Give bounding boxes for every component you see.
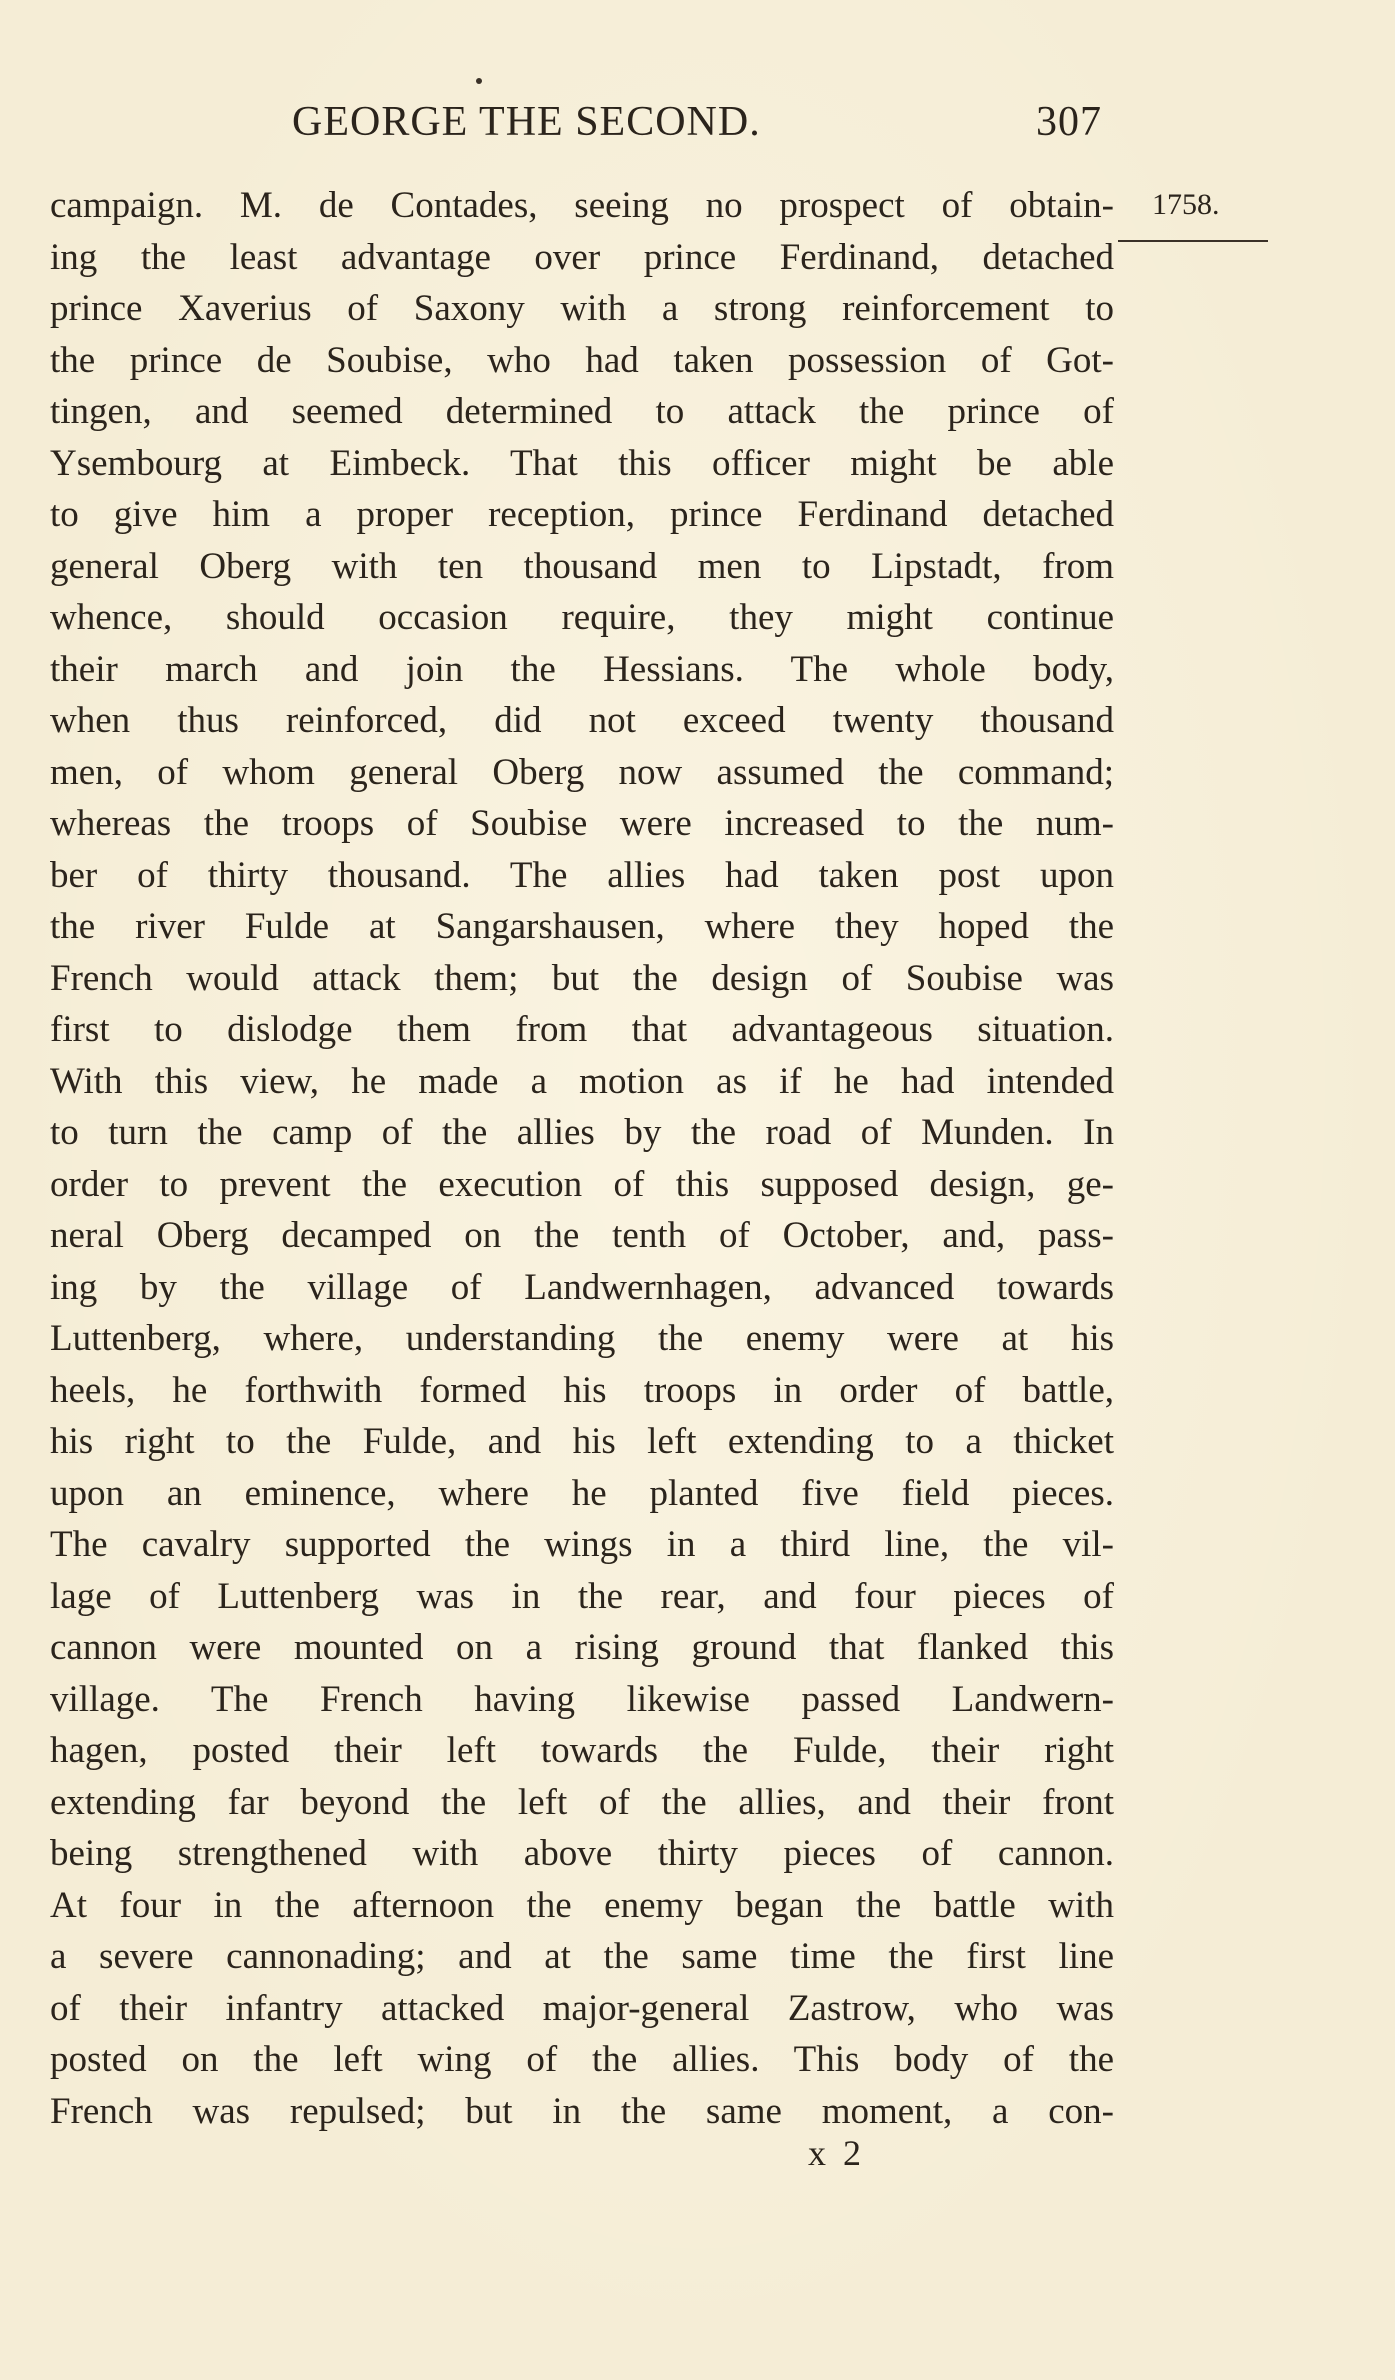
- text-line: a severe cannonading; and at the same time the first line: [50, 1936, 1114, 1977]
- text-line: French would attack them; but the design of Soubise was: [50, 957, 1114, 999]
- margin-rule: [1118, 240, 1268, 242]
- text-line: French was repulsed; but in the same moment, a con-: [50, 2090, 1114, 2132]
- text-line: being strengthened with above thirty pieces of cannon.: [50, 1833, 1114, 1874]
- text-line: heels, he forthwith formed his troops in order of battle,: [50, 1369, 1114, 1411]
- text-line: village. The French having likewise passed Landwern-: [50, 1678, 1114, 1720]
- text-line: whereas the troops of Soubise were increased to the num-: [50, 803, 1114, 844]
- text-line: With this view, he made a motion as if he had intended: [50, 1060, 1114, 1102]
- text-line: when thus reinforced, did not exceed twenty thousand: [50, 700, 1114, 741]
- text-line: order to prevent the execution of this supposed design, ge-: [50, 1163, 1114, 1205]
- text-line: Luttenberg, where, understanding the enemy were at his: [50, 1318, 1114, 1359]
- text-line: to give him a proper reception, prince Ferdinand detached: [50, 494, 1114, 535]
- running-title: GEORGE THE SECOND.: [292, 99, 761, 145]
- printer-dot: [476, 78, 482, 84]
- text-line: whence, should occasion require, they might continue: [50, 597, 1114, 638]
- text-line: lage of Luttenberg was in the rear, and four pieces of: [50, 1575, 1114, 1617]
- text-line: campaign. M. de Contades, seeing no prospect of obtain-: [50, 185, 1114, 226]
- text-line: of their infantry attacked major-general Zastrow, who was: [50, 1987, 1114, 2029]
- text-line: extending far beyond the left of the allies, and their front: [50, 1781, 1114, 1823]
- text-line: first to dislodge them from that advantageous situation.: [50, 1009, 1114, 1050]
- text-line: The cavalry supported the wings in a third line, the vil-: [50, 1524, 1114, 1565]
- text-line: tingen, and seemed determined to attack the prince of: [50, 391, 1114, 432]
- text-line: ing by the village of Landwernhagen, advanced towards: [50, 1266, 1114, 1308]
- text-line: men, of whom general Oberg now assumed the command;: [50, 751, 1114, 793]
- text-line: cannon were mounted on a rising ground that flanked this: [50, 1627, 1114, 1668]
- text-line: prince Xaverius of Saxony with a strong reinforcement to: [50, 288, 1114, 329]
- text-line: ber of thirty thousand. The allies had taken post upon: [50, 854, 1114, 896]
- text-line: general Oberg with ten thousand men to Lipstadt, from: [50, 545, 1114, 587]
- body-text: [50, 180, 1114, 2137]
- text-line: upon an eminence, where he planted five field pieces.: [50, 1472, 1114, 1514]
- page-number: 307: [1036, 99, 1102, 145]
- text-line: At four in the afternoon the enemy began the battle with: [50, 1884, 1114, 1926]
- text-line: to turn the camp of the allies by the road of Munden. In: [50, 1112, 1114, 1153]
- text-line: Ysembourg at Eimbeck. That this officer might be able: [50, 442, 1114, 484]
- signature-mark: x 2: [808, 2133, 865, 2173]
- text-line: their march and join the Hessians. The whole body,: [50, 648, 1114, 690]
- text-line: hagen, posted their left towards the Fulde, their right: [50, 1730, 1114, 1771]
- text-line: ing the least advantage over prince Ferdinand, detached: [50, 236, 1114, 278]
- margin-year: 1758.: [1152, 188, 1220, 221]
- running-head: [292, 98, 1110, 158]
- text-line: his right to the Fulde, and his left extending to a thicket: [50, 1421, 1114, 1462]
- text-line: neral Oberg decamped on the tenth of October, and, pass-: [50, 1215, 1114, 1256]
- text-line: posted on the left wing of the allies. This body of the: [50, 2039, 1114, 2080]
- text-line: the river Fulde at Sangarshausen, where they hoped the: [50, 906, 1114, 947]
- text-line: the prince de Soubise, who had taken possession of Got-: [50, 339, 1114, 381]
